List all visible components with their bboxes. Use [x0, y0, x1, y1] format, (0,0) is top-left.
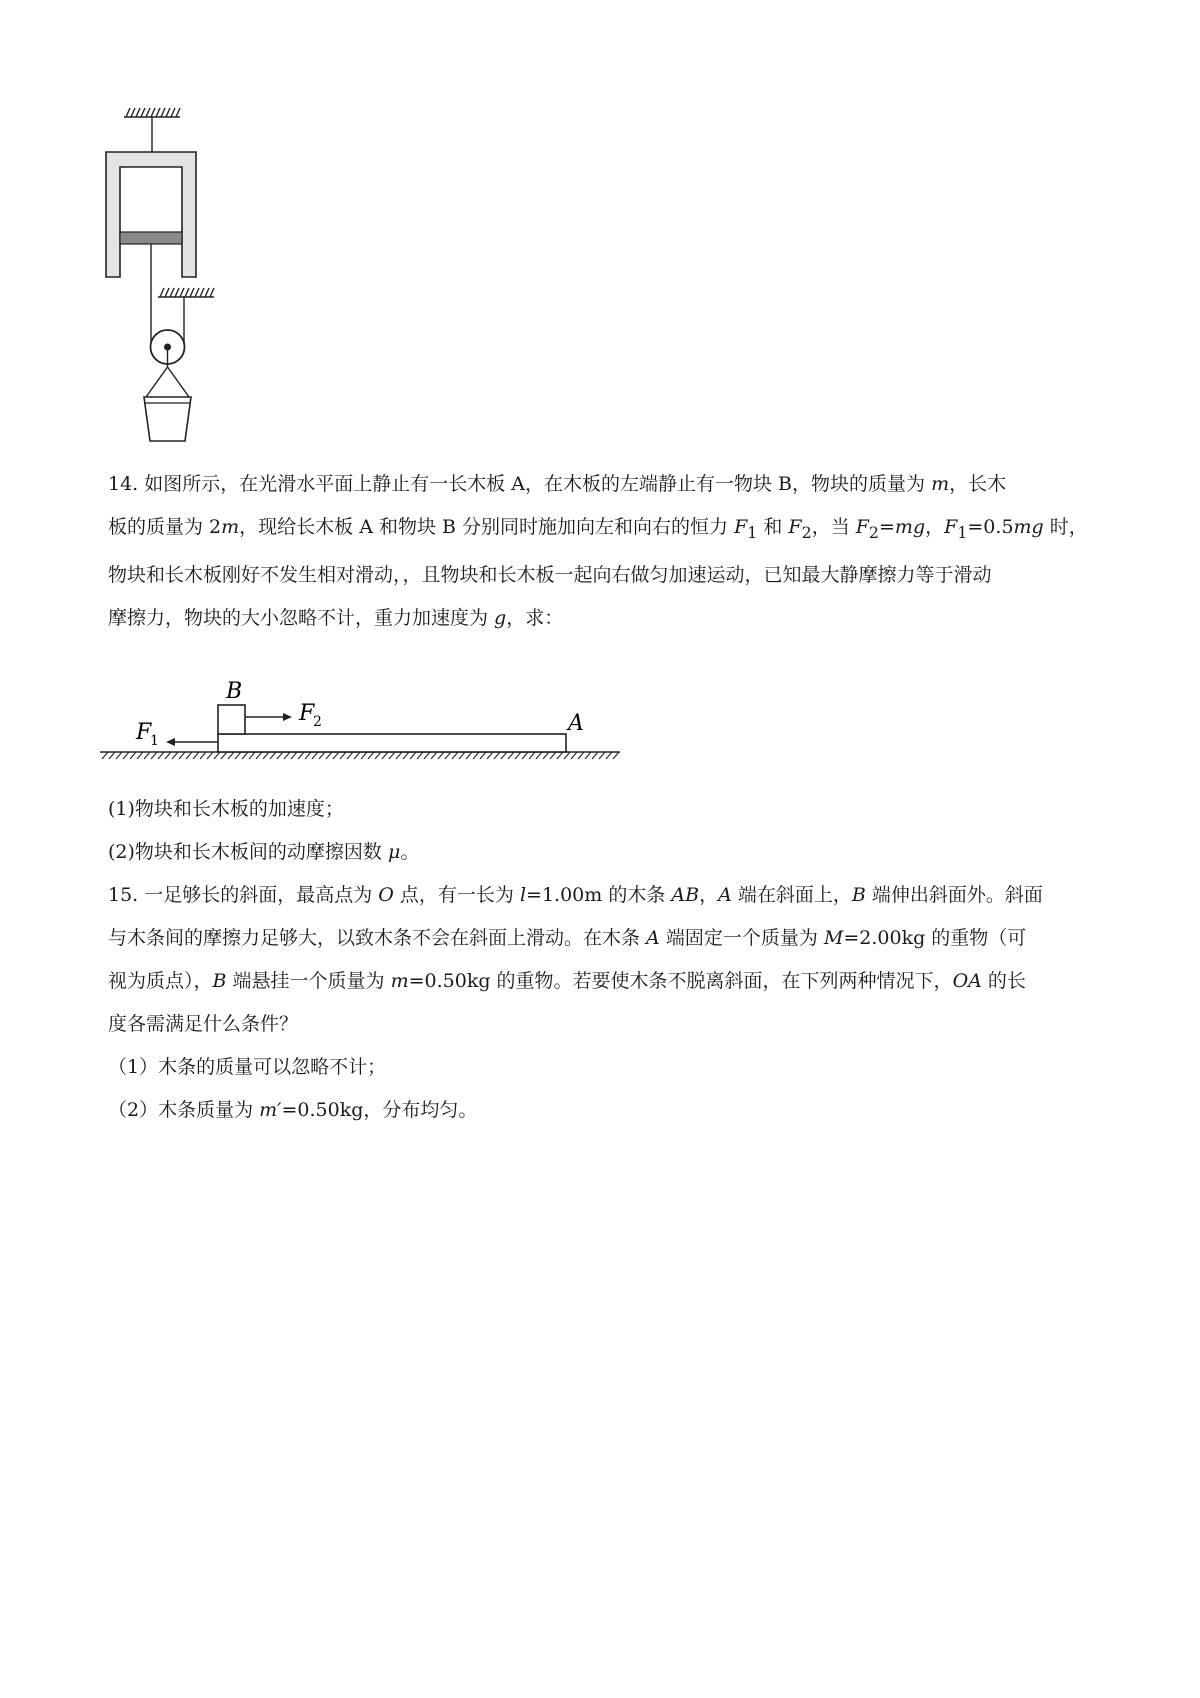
piston: [120, 232, 182, 244]
q14-part-1: (1)物块和长木板的加速度；: [108, 798, 344, 820]
q15-line-2: 与木条间的摩擦力足够大，以致木条不会在斜面上滑动。在木条 A 端固定一个质量为 M=2.00kg 的重物（可: [108, 927, 1027, 949]
pulley-figure: [100, 105, 230, 455]
block-b: [218, 705, 245, 734]
q14-line-2: 板的质量为 2m，现给长木板 A 和物块 B 分别同时施加向左和向右的恒力 $F_1$ 和 $F_2$，当 $F_2=mg$，$F_1=0.5mg$ 时，: [108, 516, 1088, 542]
q15-part-2: （2）木条质量为 m′=0.50kg，分布均匀。: [108, 1099, 478, 1121]
ground-hatch: [102, 752, 619, 759]
q15-part-1: （1）木条的质量可以忽略不计；: [108, 1056, 387, 1078]
label-block-b: B: [226, 679, 243, 704]
board-block-figure: [100, 668, 620, 768]
question-14: [108, 463, 1098, 640]
q15-line-1: 15. 一足够长的斜面，最高点为 O 点，有一长为 l=1.00m 的木条 AB，A 端在斜面上，B 端伸出斜面外。斜面: [108, 884, 1043, 906]
ceiling-hatch-lower: [158, 288, 214, 297]
label-f2: F: [299, 701, 315, 726]
label-f2-sub: 2: [313, 714, 322, 730]
label-board-a: A: [568, 711, 584, 736]
label-f1: F: [136, 720, 152, 745]
q14-part-2: (2)物块和长木板间的动摩擦因数 μ。: [108, 841, 420, 863]
label-f1-sub: 1: [150, 733, 159, 749]
board-a: [218, 734, 566, 752]
question-15: [108, 874, 1098, 1132]
q15-line-4: 度各需满足什么条件？: [108, 1013, 299, 1035]
question-14-parts: [108, 788, 1098, 874]
q15-line-3: 视为质点），B 端悬挂一个质量为 m=0.50kg 的重物。若要使木条不脱离斜面，在下列两种情况下，OA 的长: [108, 970, 1026, 992]
q14-line-4: 摩擦力，物块的大小忽略不计，重力加速度为 g，求：: [108, 606, 564, 629]
ceiling-hatch-top: [124, 108, 180, 117]
q14-line-1: 14. 如图所示，在光滑水平面上静止有一长木板 A，在木板的左端静止有一物块 B，物块的质量为 m，长木: [108, 473, 1007, 495]
q14-line-3: 物块和长木板刚好不发生相对滑动，，且物块和长木板一起向右做匀加速运动，已知最大静摩擦力等于滑动: [108, 563, 992, 586]
